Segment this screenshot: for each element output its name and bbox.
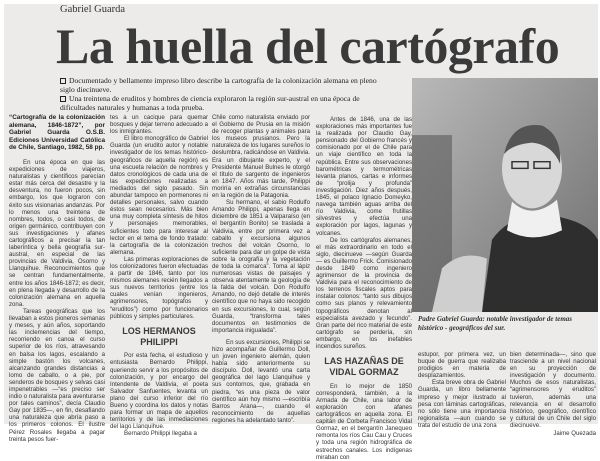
paragraph: En lo mejor de 1850 corresponderá, también, a la Armada de Chile, una labor de exploración con afanes cartográficos en aquella zona. El capitán de Corbeta Francisco Vidal Gormaz, en el bergantín Janequeo remonta los ríos Cau Cau y Cruces y toda una región hidrográfica de estrechos canales. Los indígenas miraban con (316, 382, 412, 461)
headline: La huella del cartógrafo (56, 18, 560, 74)
paragraph: Chile como naturalista enviado por el Gobierno de Prusia en la misión de recoger plantas y animales para los museos prusianos. Pero la naturaleza de los lugares sureños lo deslumbra, radicándose en Valdivia. Era un dibujante experto, y el Presidente Manuel Bulnes le otorgó el título de sargento de ingenieros en 1847. Años más tarde, Philippi moriría en extrañas circunstancias en la región de la Patagonia. (212, 114, 310, 200)
photo-caption: Padre Gabriel Guarda: notable investigador de temas histórico - geográficos del sur. (418, 315, 572, 332)
paragraph: estupor, por primera vez, un buque de guerra que realizaba prodigios en materia de desplazamientos. (418, 351, 506, 380)
subheading: LOS HERMANOS PHILIPPI (122, 325, 196, 347)
deck-item (60, 94, 390, 112)
portrait-image (412, 78, 598, 312)
deck-text: Una treintena de eruditos y hombres de ciencia exploraron la región sur-austral en una época de dificultades naturales y humanas a toda prueba. (60, 94, 360, 112)
bibliography: “Cartografía de la colonización alemana, 1846-1872”, por Gabriel Guarda O.S.B. Ediciones Universidad Católica de Chile, Santiago, 1982, 58 pp. (9, 114, 105, 152)
column-4 (316, 116, 412, 461)
deck (60, 76, 390, 112)
paragraph: En sus excursiones, Philippi se hizo acompañar de Guillermo Doll, un joven ingeniero alemán, quien había sido anteriormente su discípulo. Doll, levantó una carta geográfica del lago Llanquihue y sus contornos, que, grabada en piedra, “es una pieza de valor científico aún hoy mismo —escribía Barros Arana—, cuando el reconocimiento de aquellas regiones ha adelantado tanto”. (212, 338, 311, 424)
paragraph: Tareas geográficas que los llevaban a estos pioneros semanas y meses, y aún años, soportando las inclemencias del tiempo, recorriendo en canoa el curso superior de los ríos, atravesando en balsa los lagos, escalando a simple bastón los volcanes, alcanzando grandes distancias a lomo de caballo, o a pie, por senderos de bosques y selvas casi impenetrables —“es preciso ser indio o naturalista para aventurarse por tales caminos”, decía Claudio Gay por 1835—, en fin, desafiando una naturaleza que abría paso a los primeros colonos. El ilustre Pérez Rosales llegaba a pagar treinta pesos fuer- (9, 307, 105, 443)
paragraph: Las primeras exploraciones de los colonizadores fueron efectuadas a partir de 1846, tanto por los mismos alemanes recién llegados a sus nuevos territorios (entre los cuales venían ingenieros, agrimensores, topógrafos y “eruditos”) como por funcionarios públicos y simples particulares. (110, 255, 208, 320)
column-3 (212, 114, 310, 424)
paragraph: El libro monográfico de Gabriel Guarda (un erudito autor y notable investigador de los temas histórico-geográficos de aquella región) es una escueta relación de nombres y datos cronológicos de cada una de las expediciones realizadas a mediados del siglo pasado. Sin abundar tampoco en pormenores ni detalles personales, salvo cuando éstos sean necesarios. Más bien una muy completa síntesis de hitos y personajes memorables, suficientes todo para interesar al lector en el tema de fondo tratado: la cartografía de la colonización alemana. (110, 135, 208, 256)
column-5 (418, 351, 506, 429)
subheading: LAS HAZAÑAS DE VIDAL GORMAZ (324, 356, 404, 377)
paragraph: tes a un cacique para quemar bosques y dejar terreno adecuado a los inmigrantes. (110, 114, 208, 136)
checkbox-bullet-icon (60, 96, 66, 102)
portrait-photo (412, 78, 598, 312)
deck-item (60, 76, 390, 94)
byline: Gabriel Guarda (60, 4, 126, 15)
column-6 (510, 351, 596, 437)
paragraph: Su hermano, el sabio Rodulfo Amando Philippi, apenas llega en diciembre de 1851 a Valparaíso (en el bergantín Bonito) se traslada a Valdivia, entre por primera vez a caballo y excursiona algunos trechos del volcán Osorno, lo suficiente para dar un golpe de vista sobre la orografía y la vegetación de toda la comarca”. Toma al lápiz numerosas vistas de paisajes y observa atentamente la geología de la falda del volcán. Don Rodulfo Amando, no dejó detalle de interés científico que no haya sido recogido en sus excursiones, lo cual, según Guarda, “transforma tales documentos en testimonios de importancia inigualada”. (212, 199, 310, 334)
paragraph: En una época en que las expediciones de viajeros, naturalistas y científicos parecían estar más cerca del desastre y la desventura, no fueron pocos, sin embargo, los que lograron con éxito sus visionarias andanzas. Por lo menos una treintena de nombres, todos, o casi todos, de origen germánico, contribuyen con sus investigaciones y afanes cartográficos a precisar la tan laberíntica y bella geografía sur-austral, en especial de las provincias de Valdivia, Osorno y Llanquihue. Reconocimientos que se centran fundamentalmente, entre los años 1846-1872; es decir, en plena llegada y desarrollo de la colonización alemana en aquella zona. (9, 158, 105, 308)
paragraph: De los cartógrafos alemanes, el más extraordinario en todo el siglo, diecinueve —según Guarda— es Guillermo Frick. Comisionado desde 1849 como ingeniero agrimensor de la provincia de Valdivia para el reconocimiento de los terrenos fiscales aptos para instalar colonos: “tanto sus dibujos como sus planos y relevamiento topográficos denotan al especialista avezado y fecundo”. Gran parte del rico material de este cartógrafo se perdería, sin embargo, en los inefables incendios sureños. (316, 236, 412, 350)
paragraph: Bernardo Philippi llegaba a (124, 430, 197, 438)
paragraph: Esta breve obra de Gabriel Guarda, un libro bellamente impreso y mejor ilustrado al pesa con láminas cartográficas, no sólo tiene una importancia regionalista —aun cuando se trata del estudio de una zona (418, 379, 506, 429)
column-1 (9, 114, 105, 443)
deck-text: Documentado y bellamente impreso libro describe la cartografía de la colonización alemana en pleno siglo diecinueve. (60, 76, 377, 94)
paragraph: Por esta fecha, el estudioso y entusiasta Bernardo Philippi, queriendo servir a los propósitos de colonización, y por encargo del Intendente de Valdivia, el poeta Salvador Sanfuentes, levanta un plano del curso inferior del río Bueno y coordina los datos y notas para formar un mapa de aquellos territorios y de las inmediaciones del lago Llanquihue. (110, 352, 208, 431)
signature: Jaime Quezada (553, 430, 596, 438)
column-2 (110, 114, 208, 437)
paragraph: Antes de 1846, una de las exploraciones más importantes fue la realizada por Claudio Gay, pensionado del Gobierno francés y comisionado por el de Chile para un viaje científico en toda la república. Entre sus observaciones barométricas y termométricas levanta planos, cartas e informes de “prolija y profunda” investigación. Diez años después, 1845, el polaco Ignacio Domeyko, navega también aguas arriba del río Valdivia, come frutillas silvestres y efectúa una exploración por lagos, lagunas y volcanes. (316, 116, 412, 237)
paragraph: bien determinada—, sino que trasciende a un nivel nacional en su proyección de investigación y documento. Muchos de esos naturalistas, “agrimensores y eruditos” tuvieron, además una relevancia en el desarrollo histórico, geográfico, científico y cultural de un Chile del siglo diecinueve. (510, 351, 596, 429)
checkbox-bullet-icon (60, 78, 66, 84)
